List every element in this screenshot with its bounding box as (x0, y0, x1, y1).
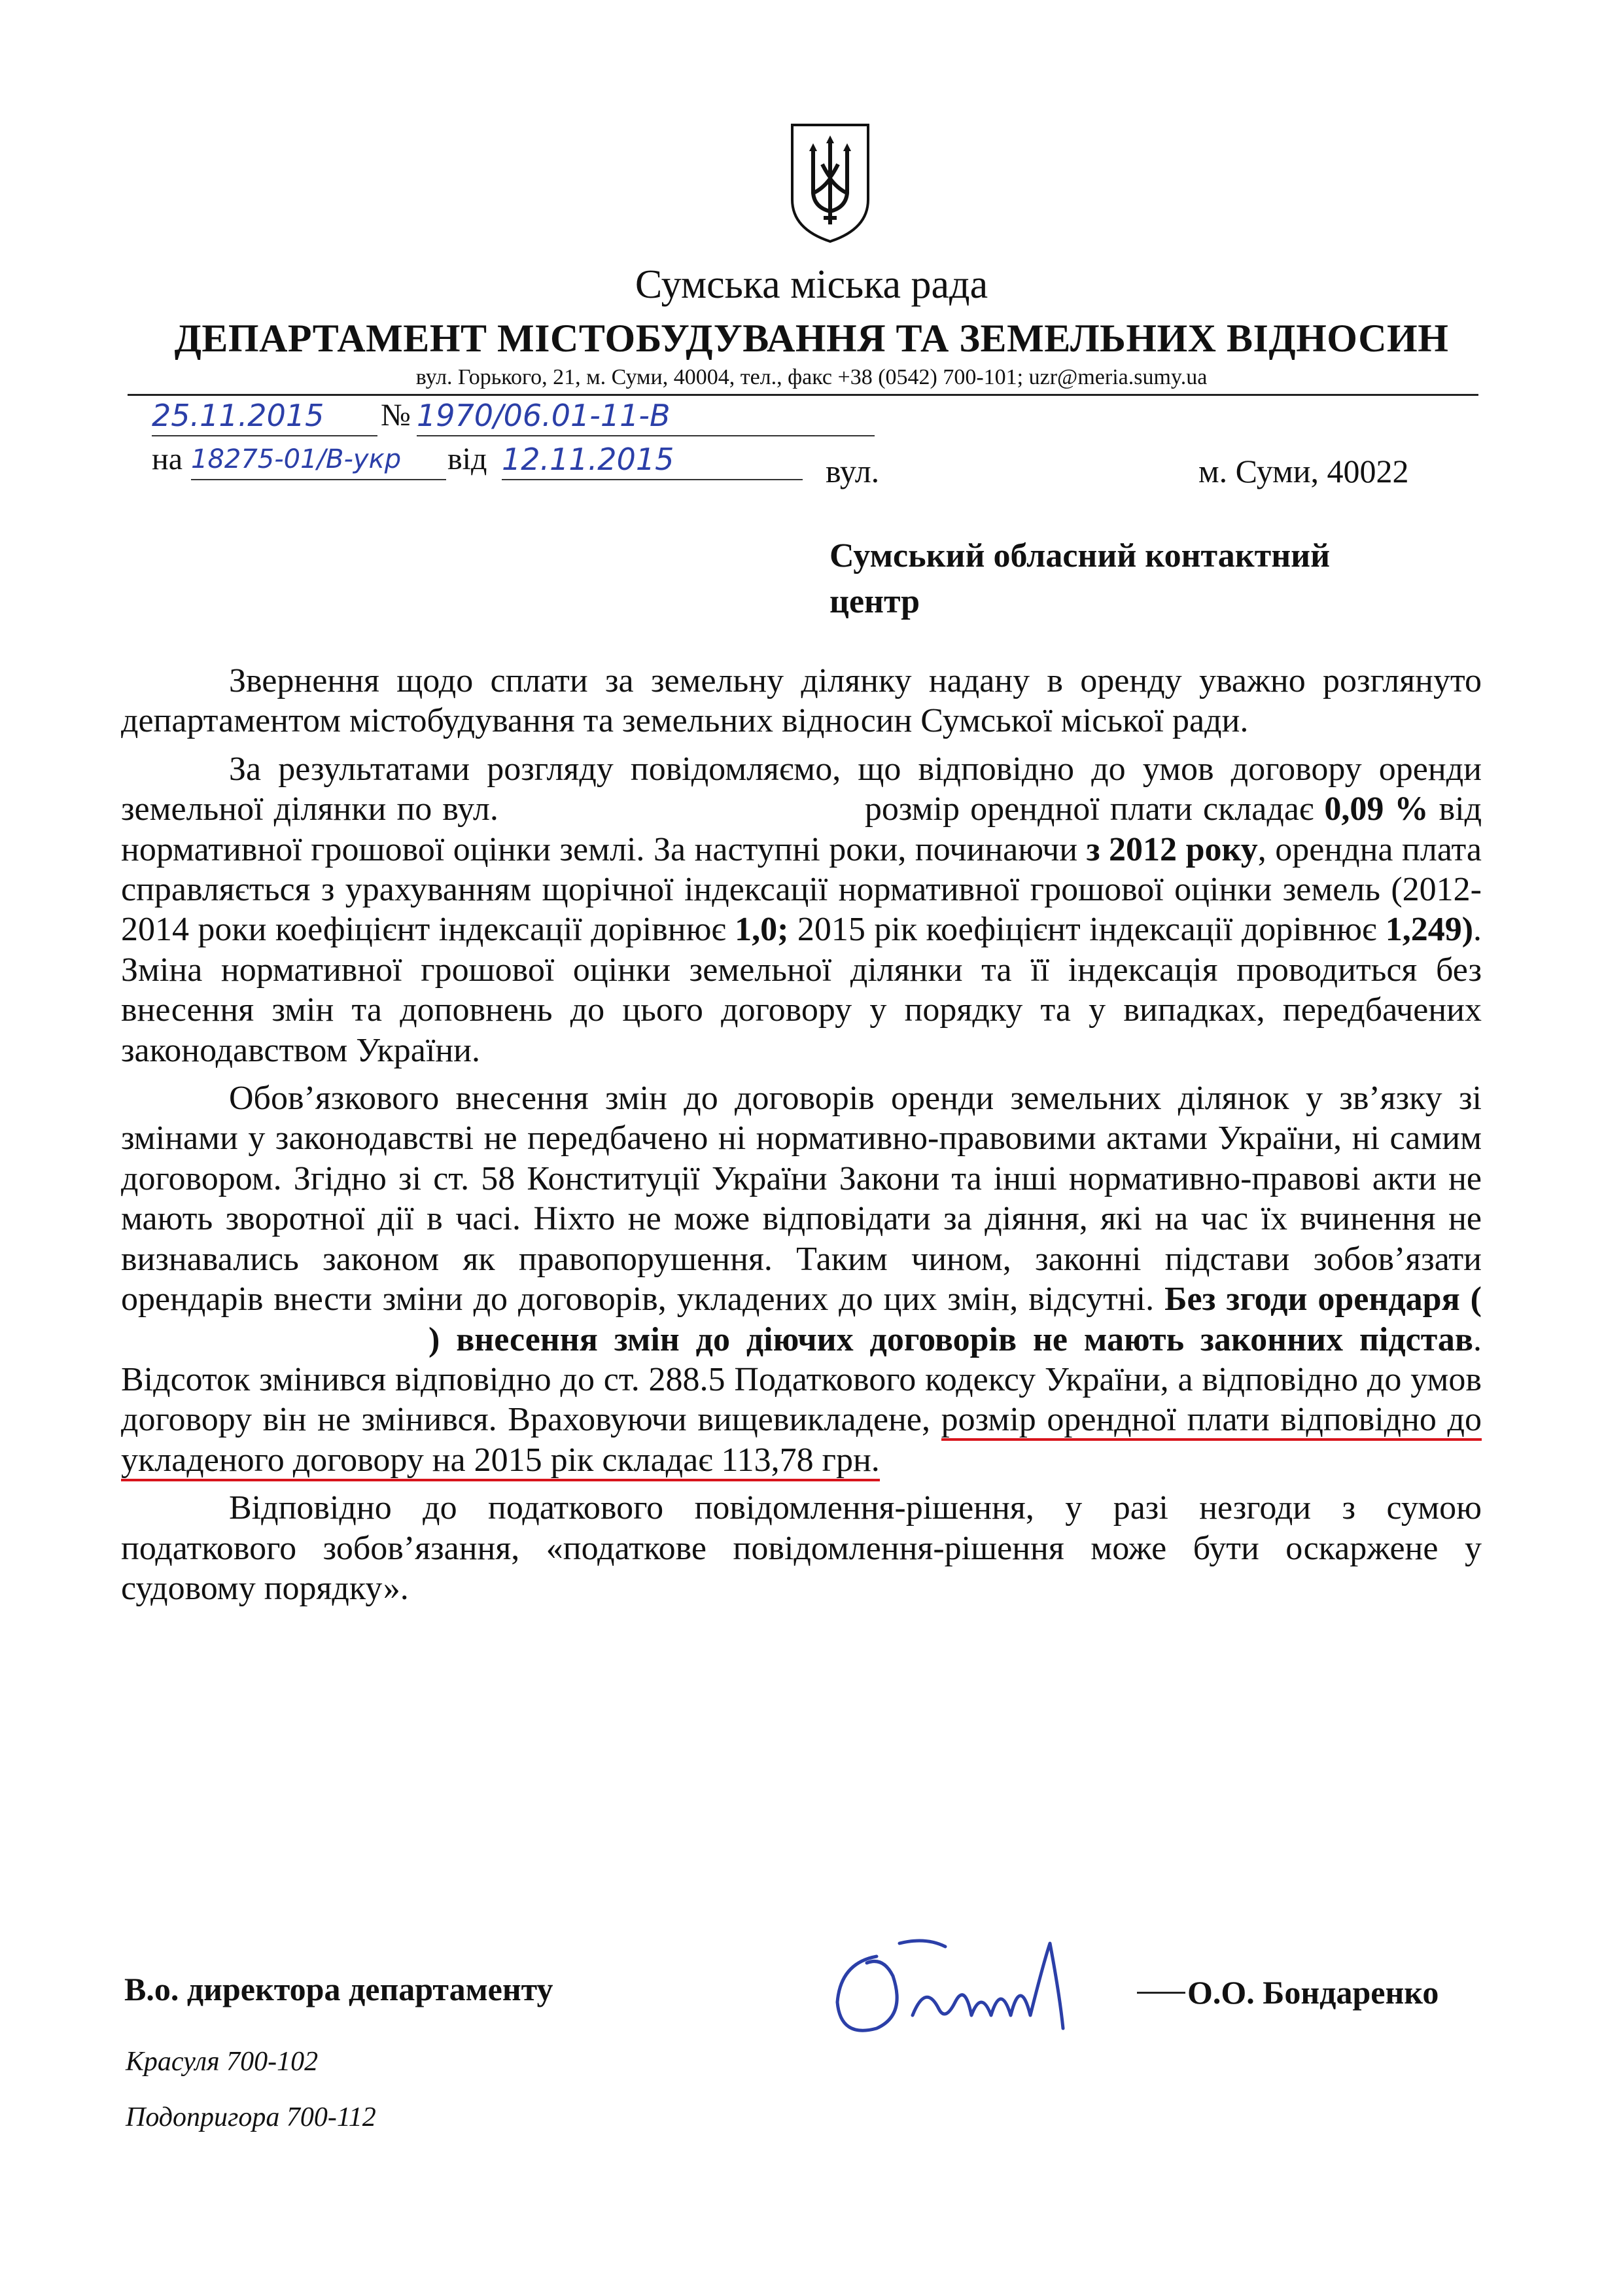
contact-person-1: Красуля 700-102 (126, 2047, 319, 2077)
addressee-street-label: вул. (826, 453, 880, 489)
department-address: вул. Горького, 21, м. Суми, 40004, тел., факс +38 (0542) 700-101; uzr@meria.sumy.ua (415, 365, 1208, 389)
p2-text-b: розмір орендної плати складає (864, 790, 1314, 828)
contact-person-2: Подопригора 700-112 (126, 2102, 376, 2132)
rent-rate: 0,09 % (1324, 790, 1429, 828)
index-coefficient-2012: 1,0; (735, 911, 789, 949)
p2-text-a: За результатами розгляду повідомляємо, що відповідно до умов договору оренди земельної ділянки по вул. (121, 750, 1482, 828)
signature-dash (1137, 1992, 1185, 1994)
recipient-name: Сумський обласний контактний центр (829, 537, 1331, 620)
p2-text-h: 2015 рік коефіцієнт індексації дорівнює (797, 911, 1377, 949)
outgoing-number: 1970/06.01-11-В (417, 396, 875, 436)
department-name: ДЕПАРТАМЕНТ МІСТОБУДУВАННЯ ТА ЗЕМЕЛЬНИХ ВІДНОСИН (174, 317, 1449, 360)
incoming-date: 12.11.2015 (502, 440, 803, 480)
p2-text-d: від нормативної грошової оцінки землі. За наступні роки, починаючи (121, 790, 1482, 868)
letter-body (121, 661, 1482, 1608)
signer-name: О.О. Бондаренко (1187, 1974, 1439, 2011)
paragraph-2 (121, 749, 1482, 1070)
council-name: Сумська міська рада (635, 262, 988, 307)
p2-text-j: . Зміна нормативної грошової оцінки земельної ділянки та її індексація проводиться без внесення змін та доповнень до цього договору у порядку та у випадках, передбачених законодавством України. (121, 911, 1482, 1069)
signer-title: В.о. директора департаменту (124, 1971, 553, 2007)
start-year: з 2012 року (1086, 830, 1258, 868)
paragraph-1: Звернення щодо сплати за земельну ділянку надану в оренду уважно розглянуто департаментом містобудування та земельних відносин Сумської міської ради. (121, 662, 1482, 740)
p3-text-a: Обов’язкового внесення змін до договорів оренди земельних ділянок у зв’язку зі змінами у законодавстві не передбачено ні нормативно-правовими актами України, ні самим договором. Згідно зі ст. 58 Конституції України Закони та інші нормативно-правові акти не мають зворотної дії в часі. Ніхто не може відповідати за діяння, які на час їх вчинення не визнавались законом як правопорушення. Таким чином, законні підстави зобов’язати орендарів внести зміни до договорів, укладених до цих змін, відсутні. (121, 1080, 1482, 1318)
addressee-city: м. Суми, 40022 (1198, 453, 1409, 489)
paragraph-3 (121, 1078, 1482, 1480)
p3-bold-b: Без згоди орендаря ( (1164, 1280, 1482, 1318)
paragraph-4: Відповідно до податкового повідомлення-рішення, у разі незгоди з сумою податкового зобов’язання, «податкове повідомлення-рішення може бути оскаржене у судовому порядку». (121, 1489, 1482, 1607)
on-label: на (152, 442, 183, 476)
p2-text-f: , орендна плата справляється з урахуванням щорічної індексації нормативної грошової оцінки земель (2012-2014 роки коефіцієнт індексації дорівнює (121, 830, 1482, 949)
handwritten-signature (814, 1917, 1122, 2055)
number-sign: № (381, 398, 411, 433)
index-coefficient-2015: 1,249) (1385, 911, 1474, 949)
p3-text-d: . Відсоток змінився відповідно до ст. 288.5 Податкового кодексу України, а відповідно до умов договору він не змінився. Враховуючи вищевикладене, (121, 1320, 1482, 1439)
trident-emblem-icon (788, 121, 872, 245)
p3-bold-c: ) внесення змін до діючих договорів не мають законних підстав (428, 1320, 1473, 1358)
rent-amount-highlight: розмір орендної плати відповідно до укладеного договору на 2015 рік складає 113,78 грн. (121, 1401, 1482, 1481)
outgoing-date: 25.11.2015 (152, 396, 377, 436)
from-label: від (447, 442, 487, 476)
incoming-number: 18275-01/В-укр (191, 440, 446, 480)
